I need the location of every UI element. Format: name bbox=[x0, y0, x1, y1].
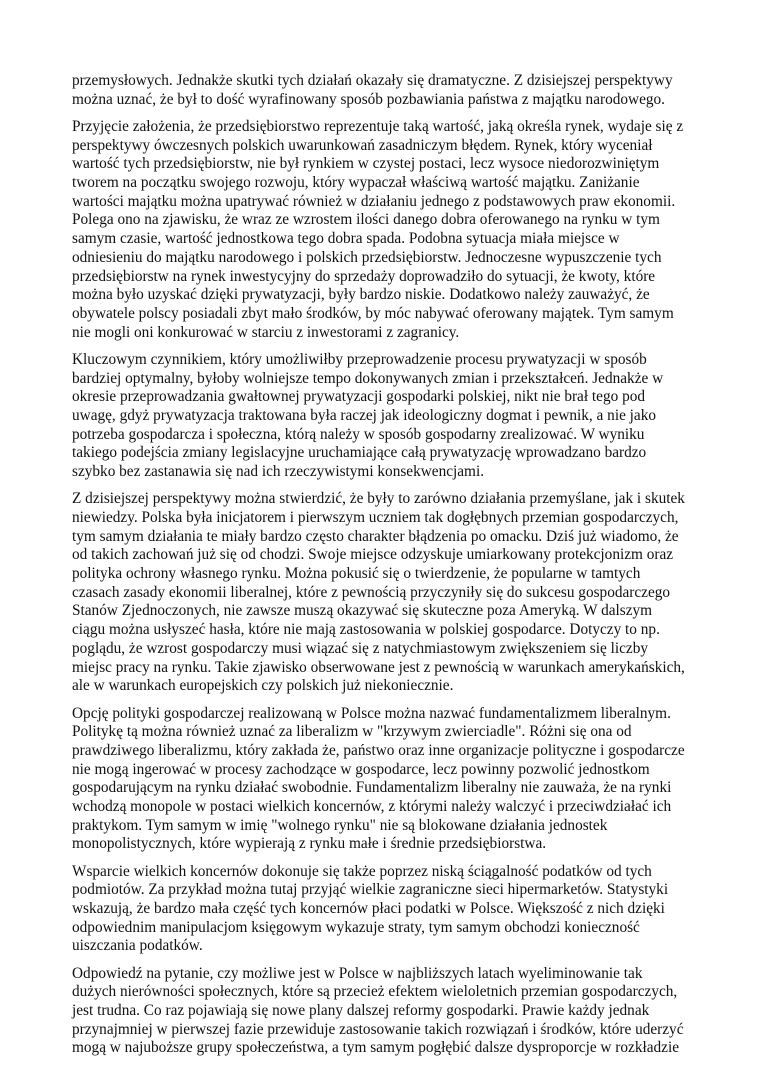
text-line: przedsiębiorstw na rynek inwestycyjny do sprzedaży doprowadziło do sytuacji, że kwoty, które bbox=[72, 267, 656, 285]
text-line: wchodzą monopole w postaci wielkich koncernów, z którymi należy walczyć i przeciwdziałać ich bbox=[72, 798, 672, 816]
text-line: podmiotów. Za przykład można tutaj przyjąć wielkie zagraniczne sieci hipermarketów. Statystyki bbox=[72, 881, 669, 899]
text-line: nie mogli oni konkurować w starciu z inwestorami z zagranicy. bbox=[72, 323, 460, 341]
text-line: Stanów Zjednoczonych, nie zawsze muszą okazywać się skuteczne poza Ameryką. W dalszym bbox=[72, 602, 653, 620]
text-line: ale w warunkach europejskich czy polskich już niekoniecznie. bbox=[72, 677, 454, 695]
paragraph bbox=[72, 863, 688, 957]
text-line: obywatele polscy posiadali zbyt mało środków, by móc nabywać oferowany majątek. Tym samym bbox=[72, 304, 674, 322]
text-line: czasach zasady ekonomii liberalnej, które z pewnością przyczyniły się do sukcesu gospodarczego bbox=[72, 583, 671, 601]
text-line: odniesieniu do majątku narodowego i polskich przedsiębiorstw. Jednoczesne wypuszczenie tych bbox=[72, 248, 662, 266]
text-line: Z dzisiejszej perspektywy można stwierdzić, że były to zarówno działania przemyślane, jak i skutek bbox=[72, 490, 685, 508]
paragraph bbox=[72, 351, 688, 482]
text-line: od takich zachowań już się od chodzi. Swoje miejsce odzyskuje umiarkowany protekcjonizm oraz bbox=[72, 546, 674, 564]
text-line: niewiedzy. Polska była inicjatorem i pierwszym uczniem tak dogłębnych przemian gospodarczych, bbox=[72, 508, 679, 526]
text-line: dużych nierówności społecznych, które są przecież efektem wieloletnich przemian gospodarczych, bbox=[72, 983, 678, 1001]
text-line: można było uzyskać dzięki prywatyzacji, były bardzo niskie. Dodatkowo należy zauważyć, że bbox=[72, 286, 650, 304]
text-line: wartości majątku można upatrywać również w działaniu jednego z podstawowych praw ekonomii. bbox=[72, 192, 676, 210]
text-line: bardziej optymalny, byłoby wolniejsze tempo dokonywanych zmian i przekształceń. Jednakże w bbox=[72, 369, 664, 387]
text-line: okresie przeprowadzania gwałtownej prywatyzacji gospodarki polskiej, nikt nie brał tego pod bbox=[72, 388, 646, 406]
text-line: można uznać, że był to dość wyrafinowany sposób pozbawiania państwa z majątku narodowego. bbox=[72, 90, 665, 108]
text-line: miejsc pracy na rynku. Takie zjawisko obserwowane jest z pewnością w warunkach amerykańskich, bbox=[72, 658, 685, 676]
text-line: samym czasie, wartość jednostkowa tego dobra spada. Podobna sytuacja miała miejsce w bbox=[72, 230, 620, 248]
text-line: tym samym działania te miały bardzo często charakter błądzenia po omacku. Dziś już wiadomo, że bbox=[72, 527, 679, 545]
text-line: Wsparcie wielkich koncernów dokonuje się także poprzez niską ściągalność podatków od tych bbox=[72, 862, 652, 880]
paragraph bbox=[72, 965, 688, 1059]
text-line: praktykom. Tym samym w imię "wolnego rynku" nie są blokowane działania jednostek bbox=[72, 816, 608, 834]
text-line: ciągu można usłyszeć hasła, które nie mają zastosowania w polskiej gospodarce. Dotyczy to np. bbox=[72, 621, 660, 639]
text-line: Kluczowym czynnikiem, który umożliwiłby przeprowadzenie procesu prywatyzacji w sposób bbox=[72, 350, 647, 368]
text-line: wartość tych przedsiębiorstw, nie był rynkiem w czystej postaci, lecz wysoce niedorozwiniętym bbox=[72, 155, 660, 173]
text-line: Przyjęcie założenia, że przedsiębiorstwo reprezentuje taką wartość, jaką określa rynek, wydaje się z bbox=[72, 117, 684, 135]
text-line: Opcję polityki gospodarczej realizowaną w Polsce można nazwać fundamentalizmem liberalnym. bbox=[72, 704, 671, 722]
text-line: uwagę, gdyż prywatyzacja traktowana była raczej jak ideologiczny dogmat i pewnik, a nie jako bbox=[72, 406, 657, 424]
text-line: wskazują, że bardzo mała część tych koncernów płaci podatki w Polsce. Większość z nich dzięki bbox=[72, 900, 665, 918]
paragraph bbox=[72, 705, 688, 855]
text-line: gospodarującym na rynku działać swobodnie. Fundamentalizm liberalny nie zauważa, że na rynki bbox=[72, 779, 672, 797]
text-line: perspektywy ówczesnych polskich uwarunkowań zasadniczym błędem. Rynek, który wyceniał bbox=[72, 136, 653, 154]
text-line: Polega ono na zjawisku, że wraz ze wzrostem ilości danego dobra oferowanego na rynku w tym bbox=[72, 211, 660, 229]
text-line: jest trudna. Co raz pojawiają się nowe plany dalszej reformy gospodarki. Prawie każdy jednak bbox=[72, 1002, 650, 1020]
text-line: tworem na początku swojego rozwoju, który wypaczał właściwą wartość majątku. Zaniżanie bbox=[72, 174, 640, 192]
document-page bbox=[72, 72, 688, 1067]
paragraph bbox=[72, 118, 688, 342]
text-line: nie mogą ingerować w procesy zachodzące w gospodarce, lecz powinny pozwolić jednostkom bbox=[72, 760, 650, 778]
text-line: szybko bez zastanawia się nad ich rzeczywistymi konsekwencjami. bbox=[72, 463, 485, 481]
text-line: przynajmniej w pierwszej fazie przewiduje zastosowanie takich rozwiązań i środków, które uderzyć bbox=[72, 1020, 684, 1038]
text-line: monopolistycznych, które wypierają z rynku małe i średnie przedsiębiorstwa. bbox=[72, 835, 547, 853]
text-line: poglądu, że wzrost gospodarczy musi wiązać się z natychmiastowym zwiększeniem się liczby bbox=[72, 639, 648, 657]
text-line: Odpowiedź na pytanie, czy możliwe jest w Polsce w najbliższych latach wyeliminowanie tak bbox=[72, 964, 643, 982]
text-line: prawdziwego liberalizmu, który zakłada że, państwo oraz inne organizacje polityczne i gospodarcze bbox=[72, 741, 685, 759]
paragraph bbox=[72, 72, 688, 109]
text-line: mogą w najuboższe grupy społeczeństwa, a tym samym pogłębić dalsze dysproporcje w rozkładzie bbox=[72, 1039, 680, 1057]
text-line: takiego podejścia zmiany legislacyjne uruchamiające całą prywatyzację wprowadzano bardzo bbox=[72, 444, 647, 462]
text-line: uiszczania podatków. bbox=[72, 937, 203, 955]
text-line: odpowiednim manipulacjom księgowym wykazuje straty, tym samym obchodzi konieczność bbox=[72, 918, 640, 936]
text-line: polityka ochrony własnego rynku. Można pokusić się o twierdzenie, że popularne w tamtych bbox=[72, 565, 641, 583]
text-line: przemysłowych. Jednakże skutki tych działań okazały się dramatyczne. Z dzisiejszej perspektywy bbox=[72, 72, 673, 89]
paragraph bbox=[72, 490, 688, 696]
text-line: Politykę tą można również uznać za liberalizm w "krzywym zwierciadle". Różni się ona od bbox=[72, 723, 632, 741]
text-line: potrzeba gospodarcza i społeczna, którą należy w sposób gospodarny zrealizować. W wyniku bbox=[72, 425, 645, 443]
